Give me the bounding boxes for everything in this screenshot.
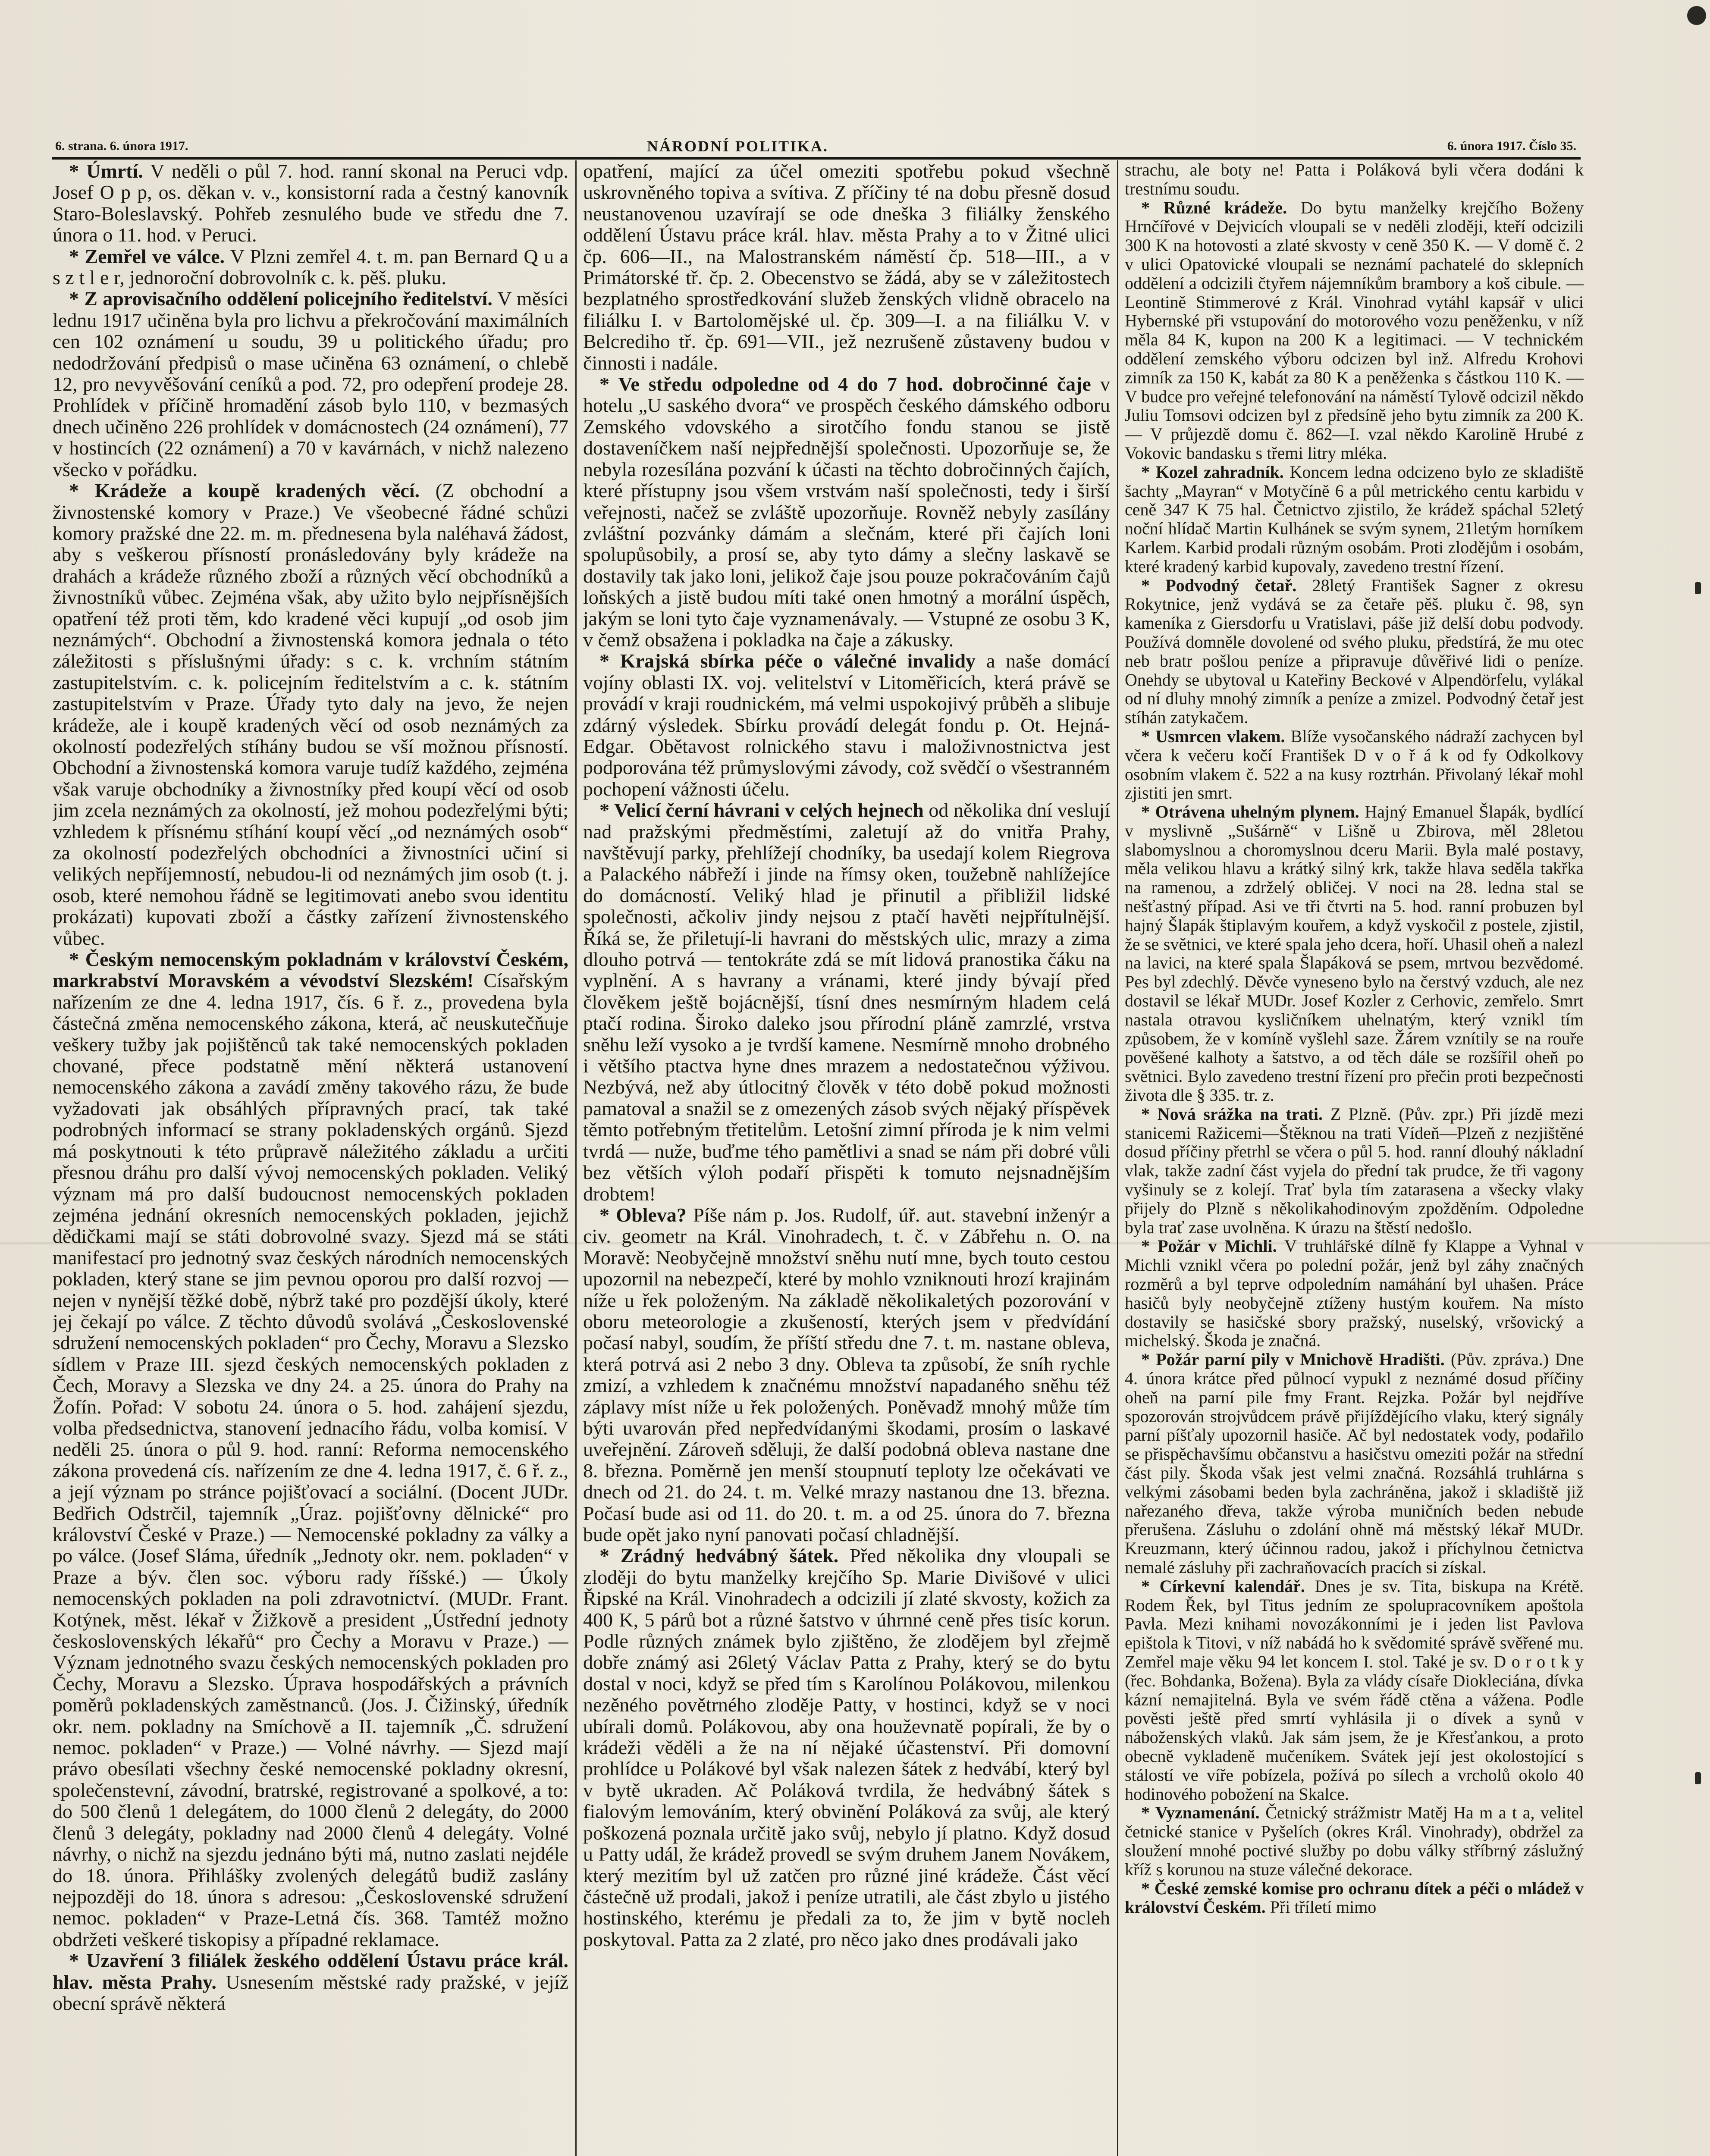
column-rule — [575, 160, 577, 2156]
article-heading: * Českým nemocenským pokladnám v království Českém, markrabství Moravském a vévodství Slezském! — [53, 948, 568, 992]
article-paragraph — [1125, 1879, 1584, 1917]
article-heading: * Krádeže a koupě kradených věcí. — [69, 479, 420, 502]
article-heading: * Velicí černí hávrani v celých hejnech — [599, 799, 924, 821]
article-body: Koncem ledna odcizeno bylo ze skladiště šachty „Mayran“ v Motyčíně 6 a půl metrického centu karbidu v ceně 347 K 75 hal. Četnictvo zjistilo, že krádež spáchal 52letý noční hlídač Martin Kulhánek se svým synem, 21letým horníkem Karlem. Karbid prodali různým osobám. Proti zlodějům i osobám, které kradený karbid kupovaly, zavedeno trestní řízení. — [1125, 462, 1584, 576]
article-paragraph — [53, 288, 568, 480]
binding-mark — [1695, 582, 1701, 594]
article-heading: * Různé krádeže. — [1141, 197, 1287, 217]
article-heading: * Požár parní pily v Mnichově Hradišti. — [1141, 1350, 1445, 1369]
article-heading: * Zemřel ve válce. — [69, 245, 225, 267]
article-heading: * Úmrtí. — [69, 160, 143, 182]
article-body: (Pův. zpráva.) Dne 4. února krátce před půlnocí vypukl z neznámé dosud příčiny oheň na parní pile fmy Frant. Rejzka. Požár byl nejdříve spozorován strojvůdcem právě přijíždějícího vlaku, který signály parní píšťaly upozornil hasiče. Ač byl nedostatek vody, podařilo se přispěchavšímu občanstvu a hasičstvu omeziti požár na střední část pily. Škoda však jest velmi značná. Rozsáhlá truhlárna s velkými zásobami beden byla zachráněna, jakož i skladiště již nařezaného dřeva, takže výroba muničních beden nebude přerušena. Zásluhu o zdolání ohně má městský lékař MUDr. Kreuzmann, který účinnou radou, jakož i příchylnou četnictva nemalé zásluhy při zachraňovacích pracích si získal. — [1125, 1350, 1584, 1577]
article-body: Císařským nařízením ze dne 4. ledna 1917, čís. 6 ř. z., provedena byla částečná změna nemocenského zákona, která, ač neuskutečňuje veškery tužby jak pojištěnců tak také nemocenských pokladen chované, přece podstatně mění některá ustanovení nemocenského zákona a zavádí změny takového rázu, že bude vyžadovati jak obsáhlých přípravných prací, tak také podrobných informací se strany pokladenských orgánů. Sjezd má poskytnouti k této průpravě náležitého základu a určiti přesnou dráhu pro další vývoj nemocenských pokladen. Veliký význam má pro další budoucnost nemocenských pokladen zejména jednání okresních nemocenských pokladen, jejichž dědičkami mají se státi dobrovolné svazy. Sjezd má se státi manifestací pro jednotný svaz českých národních nemocenských pokladen, který stane se jim pevnou oporou pro další rozvoj — nejen v nynější těžké době, nýbrž také pro pozdější úkoly, které jej čekají po válce. Z těchto důvodů svolává „Československé sdružení nemocenských pokladen“ pro Čechy, Moravu a Slezsko sídlem v Praze III. sjezd českých nemocenských pokladen z Čech, Moravy a Slezska ve dny 24. a 25. února do Prahy na Žofín. Pořad: V sobotu 24. února o 5. hod. zahájení sjezdu, volba předsednictva, stanovení jednacího řádu, volba komisí. V neděli 25. února o půl 9. hod. ranní: Reforma nemocenského zákona provedená cís. nařízením ze dne 4. ledna 1917, č. 6 ř. z., a její význam po stránce pojišťovací a sociální. (Docent JUDr. Bedřich Odstrčil, tajemník „Úraz. pojišťovny dělnické“ pro království České v Praze.) — Nemocenské pokladny za války a po válce. (Josef Sláma, úředník „Jednoty okr. nem. pokladen“ v Praze a býv. člen soc. výboru rady říšské.) — Úkoly nemocenských pokladen na poli zdravotnictví. (MUDr. Frant. Kotýnek, měst. lékař v Žižkově a president „Ústřední jednoty československých lékařů“ pro Čechy a Moravu v Praze.) — Význam jednotného svazu českých nemocenských pokladen pro Čechy, Moravu a Slezsko. Úprava hospodářských a právních poměrů pokladenských zaměstnanců. (Jos. J. Čižinský, úředník okr. nem. pokladny na Smíchově a II. tajemník „Č. sdružení nemoc. pokladen“ v Praze.) — Volné návrhy. — Sjezd mají právo obesílati všechny české nemocenské pokladny okresní, společenstevní, závodní, bratrské, registrované a spolkové, a to: do 500 členů 1 delegátem, do 1000 členů 2 delegáty, do 2000 členů 3 delegáty, pokladny nad 2000 členů 4 delegáty. Volné návrhy, o nichž na sjezdu jednáno býti má, nutno zaslati nejdéle do 18. února. Přihlášky zvolených delegátů budiž zaslány nejpozději do 18. února s adresou: „Československé sdružení nemoc. pokladen“ v Praze-Letná čís. 368. Tamtéž možno obdržeti veškeré tiskopisy a případné reklamace. — [53, 969, 568, 1950]
article-heading: * Požár v Michli. — [1141, 1236, 1277, 1256]
article-heading: * Nová srážka na trati. — [1141, 1104, 1323, 1124]
article-paragraph — [53, 246, 568, 288]
article-heading: * Zrádný hedvábný šátek. — [599, 1545, 839, 1567]
article-paragraph — [583, 1204, 1110, 1545]
article-body: Při tříletí mimo — [1270, 1897, 1377, 1917]
paper-fold — [0, 1242, 1710, 1244]
article-body: V truhlářské dílně fy Klappe a Vyhnal v Michli vznikl včera po polední požár, jenž byl záhy značných rozměrů a byl teprve odpoledním namáhání byl uhašen. Práce hasičů byly neobyčejně ztíženy hustým kouřem. Na místo dostavily se hasičské sbory pražský, nuselský, vršovický a michelský. Škoda je značná. — [1125, 1236, 1584, 1351]
article-heading: * Usmrcen vlakem. — [1141, 726, 1285, 746]
article-paragraph — [583, 373, 1110, 650]
article-heading: * Uzavření 3 filiálek žeského oddělení Ústavu práce král. hlav. města Prahy. — [53, 1949, 568, 1993]
article-body: Píše nám p. Jos. Rudolf, úř. aut. stavební inženýr a civ. geometr na Král. Vinohradech, t. č. v Zábřehu n. O. na Moravě: Neobyčejně množství sněhu nutí mne, bych touto cestou upozornil na nebezpečí, které by mohlo vzniknouti hrozí krajinám níže u řek položeným. Na základě několikaletých pozorování v oboru meteorologie a zkušeností, kterých jsem v předvídání počasí nabyl, soudím, že příští středu dne 7. t. m. nastane obleva, která potrvá asi 2 nebo 3 dny. Obleva ta způsobí, že sníh rychle zmizí, a vzhledem k značnému množství napadaného sněhu též záplavy míst níže u řek položených. Poněvadž mnohý může tím býti uvarován před nepředvídanými škodami, prosím o laskavé uveřejnění. Zároveň sděluji, že další podobná obleva nastane dne 8. března. Poměrně jen menší stoupnutí teploty lze očekávati ve dnech od 21. do 24. t. m. Velké mrazy nastanou dne 13. března. Počasí bude asi od 11. do 20. t. m. a od 25. února do 7. března bude opět jako nyní panovati počasí chladnější. — [583, 1203, 1110, 1545]
article-paragraph — [53, 160, 568, 246]
article-heading: * Ve středu odpoledne od 4 do 7 hod. dobročinné čaje — [599, 373, 1091, 395]
article-heading: * Kozel zahradník. — [1141, 462, 1284, 482]
article-heading: * Krajská sbírka péče o válečné invalidy — [599, 650, 976, 672]
article-paragraph — [583, 799, 1110, 1204]
article-body: Před několika dny vloupali se zloději do bytu manželky krejčího Sp. Marie Divišové v ulici Řipské na Král. Vinohradech a odcizili jí zlaté skvosty, kožich za 400 K, 5 párů bot a různé šatstvo v úhrnné ceně přes tisíc korun. Podle různých známek bylo zjištěno, že zlodějem byl zřejmě dobře známý asi 26letý Václav Patta z Prahy, který se do bytu dostal v noci, když se před tím s Karolínou Polákovou, milenkou nezěného povětrného zloděje Patty, v hostinci, když se v noci ubírali domů. Polákovou, aby ona houževnatě popírali, že by o krádeži věděli a že na ní nějaké účastenství. Při domovní prohlídce u Polákové byl však nalezen šátek z hedvábí, který byl v bytě ukraden. Ač Poláková tvrdila, že hedvábný šátek s fialovým lemováním, který obvinění Poláková za svůj, ale který poškozená poznala určitě jako svůj, nebylo jí platno. Když dosud u Patty udál, že krádež provedl se svým druhem Janem Novákem, který mezitím byl už zatčen pro různé jiné krádeže. Část věcí částečně už prodali, jakož i peníze utratili, ale část zbylo u jistého hostinského, kterému je předali za to, že jim v bytě nocleh poskytoval. Patta za 2 zlaté, pro něco jako dnes prodávali jako — [583, 1545, 1110, 1950]
article-body: strachu, ale boty ne! Patta i Poláková byli včera dodáni k trestnímu soudu. — [1125, 160, 1584, 198]
article-paragraph — [583, 650, 1110, 799]
article-body: V měsíci lednu 1917 učiněna byla pro lichvu a překročování maximálních cen 102 oznámení u soudu, 39 u politického úřadu; pro nedodržování předpisů o mase učiněna 63 oznámení, o chlebě 12, pro nevyvěšování ceníků a pod. 72, pro odepření prodeje 28. Prohlídek v příčině hromadění zásob bylo 110, v bezmasých dnech učiněno 226 prohlídek v domácnostech (24 oznámení), 77 v hostincích (22 oznámení) a 70 v kavárnách, v nichž nalezeno všecko v pořádku. — [53, 288, 568, 480]
article-body: Usnesením městské rady pražské, v jejíž obecní správě některá — [53, 1971, 568, 2014]
article-paragraph — [53, 1950, 568, 2014]
article-paragraph — [1125, 727, 1584, 802]
article-heading: * Otrávena uhelným plynem. — [1141, 802, 1359, 822]
article-body: Dnes je sv. Tita, biskupa na Krétě. Rodem Řek, byl Titus jedním ze spolupracovníkem apoštola Pavla. Mezi knihami novozákonními je i jeden list Pavlova epištola k Titovi, v níž nabádá ho k svědomité správě svěřené mu. Zemřel maje věku 94 let koncem I. stol. Také je sv. D o r o t k y (řec. Bohdanka, Božena). Byla za vlády císaře Diokleciána, dívka kázní nemajitelná. Byla ve svém řádě ctěna a vážena. Podle pověsti ještě před smrtí vyhlásila ji o dívek a synů v náboženských vlaků. Jak sám jsem, že je Křesťankou, a proto obecně vykladeně mučeníkem. Svátek její jest okolostojící s stálostí ve víře pobízela, požívá po sílech a vrcholů okolo 40 hodinového pobožení na Skalce. — [1125, 1576, 1584, 1804]
article-body: Četnický strážmistr Matěj Ha m a t a, velitel četnické stanice v Pyšelích (okres Král. Vinohrady), obdržel za sloužení mnohé poctivé služby po dobu války stříbrný záslužný kříž s korunou na stuze válečné dekorace. — [1125, 1803, 1584, 1879]
article-paragraph — [1125, 198, 1584, 463]
column-rule — [1117, 160, 1118, 2156]
article-body: Hajný Emanuel Šlapák, bydlící v myslivně „Sušárně“ v Lišně u Zbirova, měl 28letou slabomyslnou a choromyslnou dceru Marii. Byla malé postavy, měla velikou hlavu a krátký silný krk, takže hlava seděla takřka na ramenou, a zdrželý obličej. V noci na 28. ledna stal se nešťastný případ. Asi ve tři čtvrti na 5. hod. ranní probuzen byl hajný Šlapák štiplavým kouřem, a když vyskočil z postele, zjistil, že se světnici, ve které spala jeho dcera, hoří. Uhasil oheň a nalezl na lavici, na které spala Šlapáková se psem, mrtvou bezvědomé. Pes byl zdechlý. Děvče vyneseno bylo na čerstvý vzduch, ale nez dostavil se lékař MUDr. Josef Kozler z Cerhovic, zemřelo. Smrt nastala otravou kysličníkem uhelnatým, který vznikl tím způsobem, že v komíně vyšlehl saze. Žárem vznítily se na rouře pověšené kalhoty a šatstvo, a od těch dále se rozšířil oheň po světnici. Bylo zavedeno trestní řízení pro přečin proti bezpečnosti života dle § 335. tr. z. — [1125, 802, 1584, 1105]
article-body: od několika dní veslují nad pražskými předměstími, zaletují až do vnitřa Prahy, navštěvují parky, přehlížejí chodníky, ba usedají kolem Riegrova a Palackého nábřeží i jinde na římsy oken, toužebně nahlížejíce do domácností. Veliký hlad je přinutil a přibližil lidské společnosti, ačkoliv jindy nejsou z ptačí havěti nejpřítulnější. Říká se, že přiletují-li havrani do městských ulic, mrazy a zima dlouho potrvá — tentokráte zdá se mít lidová pranostika čáku na vyplnění. A s havrany a vránami, které jindy bývají před člověkem ještě bojácnější, tísní dnes nesmírným hladem celá ptačí rodina. Široko daleko jsou přírodní pláně zamrzlé, vrstva sněhu leží vysoko a je tvrdší kamene. Nesmírně mnoho drobného i většího ptactva hyne dnes mrazem a nedostatečnou výživou. Nezbývá, než aby útlocitný člověk v této době pokud možnosti pamatoval a snažil se z omezených zásob svých nějaký příspěvek těmto potřebným třetitelům. Letošní zimní příroda je k nim velmi tvrdá — nuže, buďme tého pamětlivi a snad se nám při dobré vůli bez větších výloh podaří přispěti k tomuto nejsnadnějším drobtem! — [583, 799, 1110, 1205]
article-paragraph — [1125, 463, 1584, 576]
article-paragraph — [583, 160, 1110, 373]
article-body: Do bytu manželky krejčího Boženy Hrnčířové v Dejvicích vloupali se v neděli zloději, kteří odcizili 300 K na hotovosti a zlaté skvosty v ceně 350 K. — V domě č. 2 v ulici Opatovické vloupali se neznámí pachatelé do sklepních oddělení a odcizili čtyřem nájemníkům brambory a koš cibule. — Leontině Stimmerové z Král. Vinohrad vytáhl kapsář v ulici Hybernské při vstupování do motorového vozu peněženku, v níž měla 84 K, kupon na 200 K a legitimaci. — V technickém oddělení zemského výboru odcizen byl inž. Alfredu Krohovi zimník za 150 K, kabát za 80 K a peněženka s částkou 110 K. — V budce pro veřejné telefonování na náměstí Tylově odcizil někdo Juliu Tomsovi odcizen byl z předsíně jeho bytu zimník za 200 K. — V průjezdě domu č. 862—I. vzal někdo Karolině Hrubé z Vokovic bandasku s třemi litry mléka. — [1125, 197, 1584, 463]
article-paragraph — [53, 480, 568, 949]
article-body: Blíže vysočanského nádraží zachycen byl včera k večeru kočí František D v o ř á k od fy Odkolkovy osobním vlakem č. 522 a na kusy roztrhán. Přivolaný lékař mohl zjistiti jen smrt. — [1125, 726, 1584, 803]
article-body: (Z obchodní a živnostenské komory v Praze.) Ve všeobecné řádné schůzi komory pražské dne 22. m. m. přednesena byla naléhavá žádost, aby s veškerou přísností pronásledovány byly krádeže na drahách a krádeže různého zboží a různých věcí obchodníků a živnostníků vůbec. Zejména však, aby užito bylo nejpřísnějších opatření též proti těm, kdo kradené věci kupují „od osob jim neznámých“. Obchodní a živnostenská komora jednala o této záležitosti s příslušnými úřady: s c. k. vrchním státním zastupitelstvím. c. k. policejním ředitelstvím a c. k. státním zastupitelstvím v Praze. Úřady tyto daly na jevo, že nejen krádeže, ale i koupě kradených věcí od osob neznámých za okolností podezřelých stíhány budou se vší možnou přísností. Obchodní a živnostenská komora varuje tudíž každého, zejména však varuje obchodníky a živnostníky před koupí věcí od osob jim zcela neznámých za okolností, jež mohou podezřelými býti; vzhledem k přísnému stíhání koupí věcí „od neznámých osob“ za okolností podezřelých obchodníci a živnostníci učiní si velikých nepříjemností, nebudou-li od neznámých jim osob (t. j. osob, které nemohou řádně se legitimovati anebo svou identitu prokázati) kupovati zboží a částky zařízení živnostenského vůbec. — [53, 479, 568, 949]
article-body: V neděli o půl 7. hod. ranní skonal na Peruci vdp. Josef O p p, os. děkan v. v., konsistorní rada a čestný kanovník Staro-Boleslavský. Pohřeb zesnulého bude ve středu dne 7. února o 11. hod. v Peruci. — [53, 160, 568, 246]
article-heading: * Podvodný četař. — [1141, 575, 1297, 595]
article-heading: * Vyznamenání. — [1141, 1803, 1260, 1823]
page-header — [52, 137, 1581, 160]
masthead-title: NÁRODNÍ POLITIKA. — [647, 138, 829, 155]
article-body: 28letý František Sagner z okresu Rokytnice, jenž vydává se za četaře pěš. pluku č. 98, syn kameníka z Giersdorfu u Vratislavi, páše již delší dobu podvody. Používá domněle dovolené od svého pluku, předstírá, že mu otec neb bratr pošlou peníze a připravuje důvěřivé lidi o peníze. Onehdy se ubytoval u Kateřiny Beckové v Alpendörfelu, vylákal od ní dluhy mnohý zimník a peníze a zmizel. Podvodný četař jest stíhán zatykačem. — [1125, 575, 1584, 727]
article-paragraph — [1125, 802, 1584, 1105]
article-body: Z Plzně. (Pův. zpr.) Při jízdě mezi stanicemi Ražicemi—Štěknou na trati Vídeň—Plzeň z nezjištěné dosud příčiny přetrhl se včera o půl 5. hod. ranní dlouhý nákladní vlak, takže zadní část vyjela do přední tak prudce, že tři vagony vyšinuly se z kolejí. Trať byla tím zatarasena a všecky vlaky přijely do Plzně s několikahodinovým zpožděním. Odpoledne byla trať zase uvolněna. K úrazu na štěstí nedošlo. — [1125, 1104, 1584, 1237]
article-paragraph — [1125, 1105, 1584, 1237]
header-date-right: 6. února 1917. Číslo 35. — [1447, 139, 1576, 153]
article-paragraph — [1125, 576, 1584, 727]
text-column-2 — [583, 160, 1110, 2156]
binding-mark — [1695, 1772, 1701, 1784]
article-body: opatření, mající za účel omeziti spotřebu pokud všechně uskrovněného topiva a svítiva. Z příčiny té na dobu přesně dosud neustanovenou uzavírají se ode dneška 3 filiálky ženského oddělení Ústavu práce král. hlav. města Prahy a to v Žitné ulici čp. 606—II., na Malostranském náměstí čp. 518—III., a v Primátorské tř. čp. 2. Obecenstvo se žádá, aby se v záležitostech bezplatného sprostředkování služeb ženských vlidně obracelo na filiálku I. v Bartolomějské ul. čp. 309—I. a na filiálku V. v Belcrediho tř. čp. 691—VII., jež nezrušeně zůstaveny budou v činnosti i nadále. — [583, 160, 1110, 374]
article-paragraph — [1125, 1803, 1584, 1879]
text-column-1 — [53, 160, 568, 2156]
article-body: V Plzni zemřel 4. t. m. pan Bernard Q u a s z t l e r, jednoroční dobrovolník c. k. pěš. pluku. — [53, 245, 568, 289]
article-heading: * České zemské komise pro ochranu dítek a péči o mládež v království Českém. — [1125, 1878, 1584, 1917]
article-paragraph — [1125, 160, 1584, 198]
article-paragraph — [1125, 1350, 1584, 1577]
article-heading: * Obleva? — [599, 1203, 687, 1226]
article-paragraph — [1125, 1577, 1584, 1804]
header-date-left: 6. strana. 6. února 1917. — [55, 139, 188, 153]
article-paragraph — [1125, 1237, 1584, 1350]
article-heading: * Z aprovisačního oddělení policejního ředitelství. — [69, 288, 493, 310]
article-body: v hotelu „U saského dvora“ ve prospěch českého dámského odboru Zemského vdovského a sirotčího fondu stanou se jistě dostaveníčkem naší nejpřednější společnosti. Upozorňuje se, že nebyla rozesílána pozvání k účasti na těchto dobročinných čajích, které přístupny jsou všem vrstvám naší společnosti, tedy i širší veřejnosti, načež se zvláště upozorňuje. Rovněž nebyly zasílány zvláštní pozvánky dámám a slečnám, které při čajích loni spolupůsobily, a prosí se, aby tyto dámy a slečny laskavě se dostavily tak jako loni, jelikož čaje jsou pouze pokračováním čajů loňských a jistě budou míti také onen hmotný a morální úspěch, jakým se loni tyto čaje vyznamenávaly. — Vstupné ze osobu 3 K, v čemž obsažena i pokladka na čaje a zákusky. — [583, 373, 1110, 651]
article-paragraph — [583, 1545, 1110, 1950]
text-column-3 — [1125, 160, 1584, 2156]
article-body: a naše domácí vojíny oblasti IX. voj. velitelství v Litoměřicích, která právě se provádí v kraji roudnickém, má velmi uspokojivý průběh a slibuje zdárný výsledek. Sbírku provádí delegát fondu p. Ot. Hejná-Edgar. Obětavost rolnického stavu i maloživnostnictva jest podporována též průmyslovými závody, což svědčí o všestranném pochopení vážnosti účelu. — [583, 650, 1110, 800]
binding-hole — [1687, 6, 1706, 25]
article-paragraph — [53, 949, 568, 1950]
article-heading: * Církevní kalendář. — [1141, 1576, 1305, 1596]
